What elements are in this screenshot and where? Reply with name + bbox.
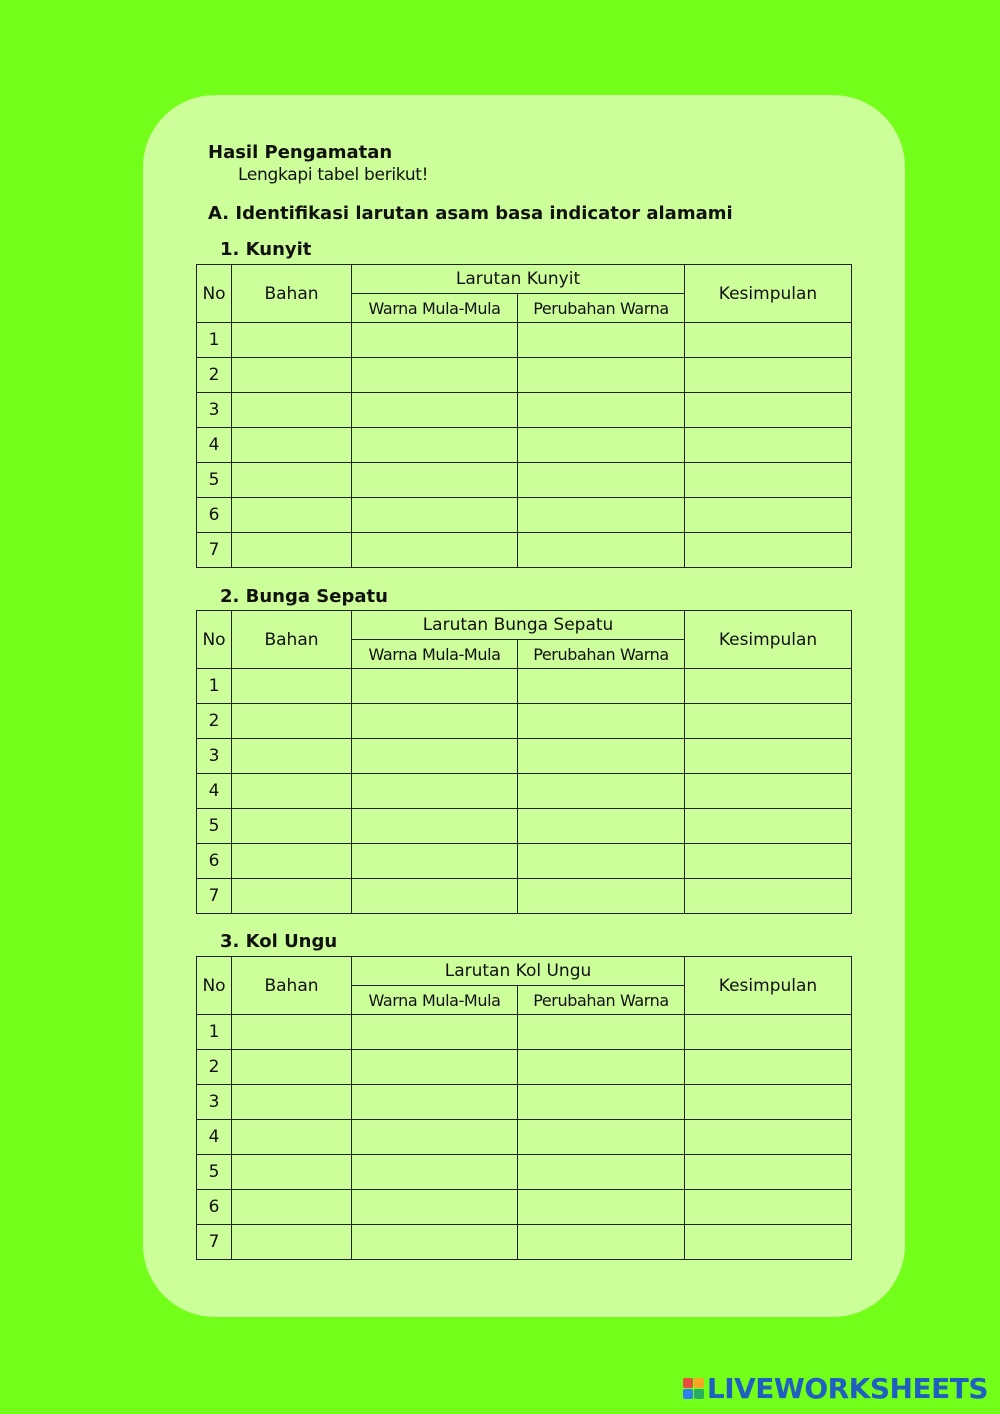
input-cell-warna-mula[interactable]	[352, 879, 518, 914]
input-cell-kesimpulan[interactable]	[685, 393, 852, 428]
input-cell-bahan[interactable]	[232, 669, 352, 704]
header-no: No	[197, 957, 232, 1015]
input-cell-perubahan[interactable]	[518, 1225, 685, 1260]
input-cell-bahan[interactable]	[232, 704, 352, 739]
header-group: Larutan Kunyit	[352, 265, 685, 294]
header-perubahan-warna: Perubahan Warna	[518, 640, 685, 669]
row-number: 1	[197, 669, 232, 704]
input-cell-kesimpulan[interactable]	[685, 809, 852, 844]
row-number: 2	[197, 358, 232, 393]
input-cell-warna-mula[interactable]	[352, 809, 518, 844]
observation-table-kol-ungu	[196, 956, 852, 1260]
input-cell-kesimpulan[interactable]	[685, 1120, 852, 1155]
input-cell-warna-mula[interactable]	[352, 1085, 518, 1120]
input-cell-perubahan[interactable]	[518, 358, 685, 393]
header-kesimpulan: Kesimpulan	[685, 265, 852, 323]
input-cell-warna-mula[interactable]	[352, 1050, 518, 1085]
input-cell-perubahan[interactable]	[518, 1015, 685, 1050]
input-cell-perubahan[interactable]	[518, 879, 685, 914]
row-number: 6	[197, 844, 232, 879]
row-number: 3	[197, 393, 232, 428]
logo-square	[683, 1389, 693, 1399]
input-cell-kesimpulan[interactable]	[685, 1225, 852, 1260]
table-heading-kunyit: 1. Kunyit	[220, 239, 312, 260]
table-heading-kol-ungu: 3. Kol Ungu	[220, 931, 338, 952]
input-cell-perubahan[interactable]	[518, 704, 685, 739]
table-row	[197, 1015, 852, 1050]
input-cell-kesimpulan[interactable]	[685, 1155, 852, 1190]
table-row	[197, 1225, 852, 1260]
input-cell-kesimpulan[interactable]	[685, 1085, 852, 1120]
input-cell-warna-mula[interactable]	[352, 358, 518, 393]
input-cell-kesimpulan[interactable]	[685, 428, 852, 463]
input-cell-bahan[interactable]	[232, 844, 352, 879]
row-number: 7	[197, 879, 232, 914]
input-cell-perubahan[interactable]	[518, 739, 685, 774]
table-row	[197, 1155, 852, 1190]
logo-square	[694, 1389, 704, 1399]
input-cell-kesimpulan[interactable]	[685, 1050, 852, 1085]
row-number: 5	[197, 1155, 232, 1190]
input-cell-bahan[interactable]	[232, 428, 352, 463]
input-cell-perubahan[interactable]	[518, 323, 685, 358]
row-number: 4	[197, 428, 232, 463]
input-cell-kesimpulan[interactable]	[685, 1015, 852, 1050]
input-cell-warna-mula[interactable]	[352, 704, 518, 739]
input-cell-kesimpulan[interactable]	[685, 669, 852, 704]
header-group: Larutan Bunga Sepatu	[352, 611, 685, 640]
row-number: 7	[197, 533, 232, 568]
input-cell-perubahan[interactable]	[518, 1155, 685, 1190]
row-number: 5	[197, 809, 232, 844]
input-cell-warna-mula[interactable]	[352, 669, 518, 704]
table-row	[197, 809, 852, 844]
logo-square	[694, 1378, 704, 1388]
input-cell-bahan[interactable]	[232, 809, 352, 844]
input-cell-perubahan[interactable]	[518, 669, 685, 704]
header-perubahan-warna: Perubahan Warna	[518, 294, 685, 323]
input-cell-warna-mula[interactable]	[352, 533, 518, 568]
table-row	[197, 428, 852, 463]
header-perubahan-warna: Perubahan Warna	[518, 986, 685, 1015]
input-cell-bahan[interactable]	[232, 498, 352, 533]
header-bahan: Bahan	[232, 265, 352, 323]
header-bahan: Bahan	[232, 957, 352, 1015]
row-number: 6	[197, 498, 232, 533]
input-cell-warna-mula[interactable]	[352, 1015, 518, 1050]
input-cell-bahan[interactable]	[232, 879, 352, 914]
input-cell-bahan[interactable]	[232, 1190, 352, 1225]
row-number: 2	[197, 1050, 232, 1085]
input-cell-kesimpulan[interactable]	[685, 498, 852, 533]
liveworksheets-brand[interactable]	[683, 1372, 988, 1405]
row-number: 1	[197, 1015, 232, 1050]
header-warna-mula: Warna Mula-Mula	[352, 294, 518, 323]
page-title: Hasil Pengamatan	[208, 142, 393, 163]
input-cell-kesimpulan[interactable]	[685, 774, 852, 809]
header-group: Larutan Kol Ungu	[352, 957, 685, 986]
input-cell-bahan[interactable]	[232, 1015, 352, 1050]
input-cell-perubahan[interactable]	[518, 809, 685, 844]
table-row	[197, 358, 852, 393]
table-heading-bunga-sepatu: 2. Bunga Sepatu	[220, 586, 388, 607]
input-cell-perubahan[interactable]	[518, 1050, 685, 1085]
input-cell-bahan[interactable]	[232, 393, 352, 428]
table-row	[197, 1085, 852, 1120]
input-cell-bahan[interactable]	[232, 1050, 352, 1085]
input-cell-bahan[interactable]	[232, 1155, 352, 1190]
table-row	[197, 393, 852, 428]
table-row	[197, 879, 852, 914]
input-cell-perubahan[interactable]	[518, 393, 685, 428]
header-no: No	[197, 265, 232, 323]
table-row	[197, 704, 852, 739]
row-number: 3	[197, 1085, 232, 1120]
table-row	[197, 669, 852, 704]
input-cell-warna-mula[interactable]	[352, 323, 518, 358]
table-row	[197, 1190, 852, 1225]
input-cell-bahan[interactable]	[232, 739, 352, 774]
logo-square	[683, 1378, 693, 1388]
input-cell-perubahan[interactable]	[518, 533, 685, 568]
input-cell-perubahan[interactable]	[518, 1190, 685, 1225]
row-number: 4	[197, 774, 232, 809]
row-number: 1	[197, 323, 232, 358]
row-number: 3	[197, 739, 232, 774]
table-row	[197, 533, 852, 568]
input-cell-perubahan[interactable]	[518, 844, 685, 879]
input-cell-bahan[interactable]	[232, 358, 352, 393]
row-number: 4	[197, 1120, 232, 1155]
header-bahan: Bahan	[232, 611, 352, 669]
input-cell-bahan[interactable]	[232, 463, 352, 498]
header-no: No	[197, 611, 232, 669]
table-row	[197, 844, 852, 879]
row-number: 2	[197, 704, 232, 739]
input-cell-perubahan[interactable]	[518, 463, 685, 498]
input-cell-bahan[interactable]	[232, 774, 352, 809]
input-cell-kesimpulan[interactable]	[685, 323, 852, 358]
input-cell-warna-mula[interactable]	[352, 1225, 518, 1260]
input-cell-warna-mula[interactable]	[352, 393, 518, 428]
input-cell-kesimpulan[interactable]	[685, 1190, 852, 1225]
input-cell-kesimpulan[interactable]	[685, 358, 852, 393]
input-cell-perubahan[interactable]	[518, 498, 685, 533]
observation-table-bunga-sepatu	[196, 610, 852, 914]
table-row	[197, 1120, 852, 1155]
input-cell-kesimpulan[interactable]	[685, 879, 852, 914]
header-warna-mula: Warna Mula-Mula	[352, 986, 518, 1015]
input-cell-bahan[interactable]	[232, 1225, 352, 1260]
input-cell-perubahan[interactable]	[518, 428, 685, 463]
liveworksheets-logo-icon	[683, 1378, 704, 1399]
header-warna-mula: Warna Mula-Mula	[352, 640, 518, 669]
header-kesimpulan: Kesimpulan	[685, 611, 852, 669]
input-cell-warna-mula[interactable]	[352, 739, 518, 774]
table-row	[197, 774, 852, 809]
table-row	[197, 498, 852, 533]
input-cell-kesimpulan[interactable]	[685, 704, 852, 739]
input-cell-bahan[interactable]	[232, 1120, 352, 1155]
input-cell-warna-mula[interactable]	[352, 463, 518, 498]
input-cell-warna-mula[interactable]	[352, 1155, 518, 1190]
brand-text: LIVEWORKSHEETS	[706, 1372, 988, 1405]
table-row	[197, 323, 852, 358]
table-row	[197, 1050, 852, 1085]
input-cell-bahan[interactable]	[232, 1085, 352, 1120]
input-cell-bahan[interactable]	[232, 323, 352, 358]
input-cell-warna-mula[interactable]	[352, 844, 518, 879]
input-cell-warna-mula[interactable]	[352, 498, 518, 533]
row-number: 5	[197, 463, 232, 498]
input-cell-warna-mula[interactable]	[352, 428, 518, 463]
input-cell-kesimpulan[interactable]	[685, 844, 852, 879]
table-row	[197, 739, 852, 774]
input-cell-warna-mula[interactable]	[352, 774, 518, 809]
table-row	[197, 463, 852, 498]
section-heading: A. Identifikasi larutan asam basa indicator alamami	[208, 203, 733, 224]
input-cell-kesimpulan[interactable]	[685, 739, 852, 774]
row-number: 6	[197, 1190, 232, 1225]
input-cell-kesimpulan[interactable]	[685, 533, 852, 568]
observation-table-kunyit	[196, 264, 852, 568]
input-cell-perubahan[interactable]	[518, 1085, 685, 1120]
input-cell-bahan[interactable]	[232, 533, 352, 568]
input-cell-warna-mula[interactable]	[352, 1120, 518, 1155]
row-number: 7	[197, 1225, 232, 1260]
input-cell-perubahan[interactable]	[518, 1120, 685, 1155]
input-cell-kesimpulan[interactable]	[685, 463, 852, 498]
instruction-text: Lengkapi tabel berikut!	[238, 165, 429, 185]
input-cell-warna-mula[interactable]	[352, 1190, 518, 1225]
input-cell-perubahan[interactable]	[518, 774, 685, 809]
header-kesimpulan: Kesimpulan	[685, 957, 852, 1015]
